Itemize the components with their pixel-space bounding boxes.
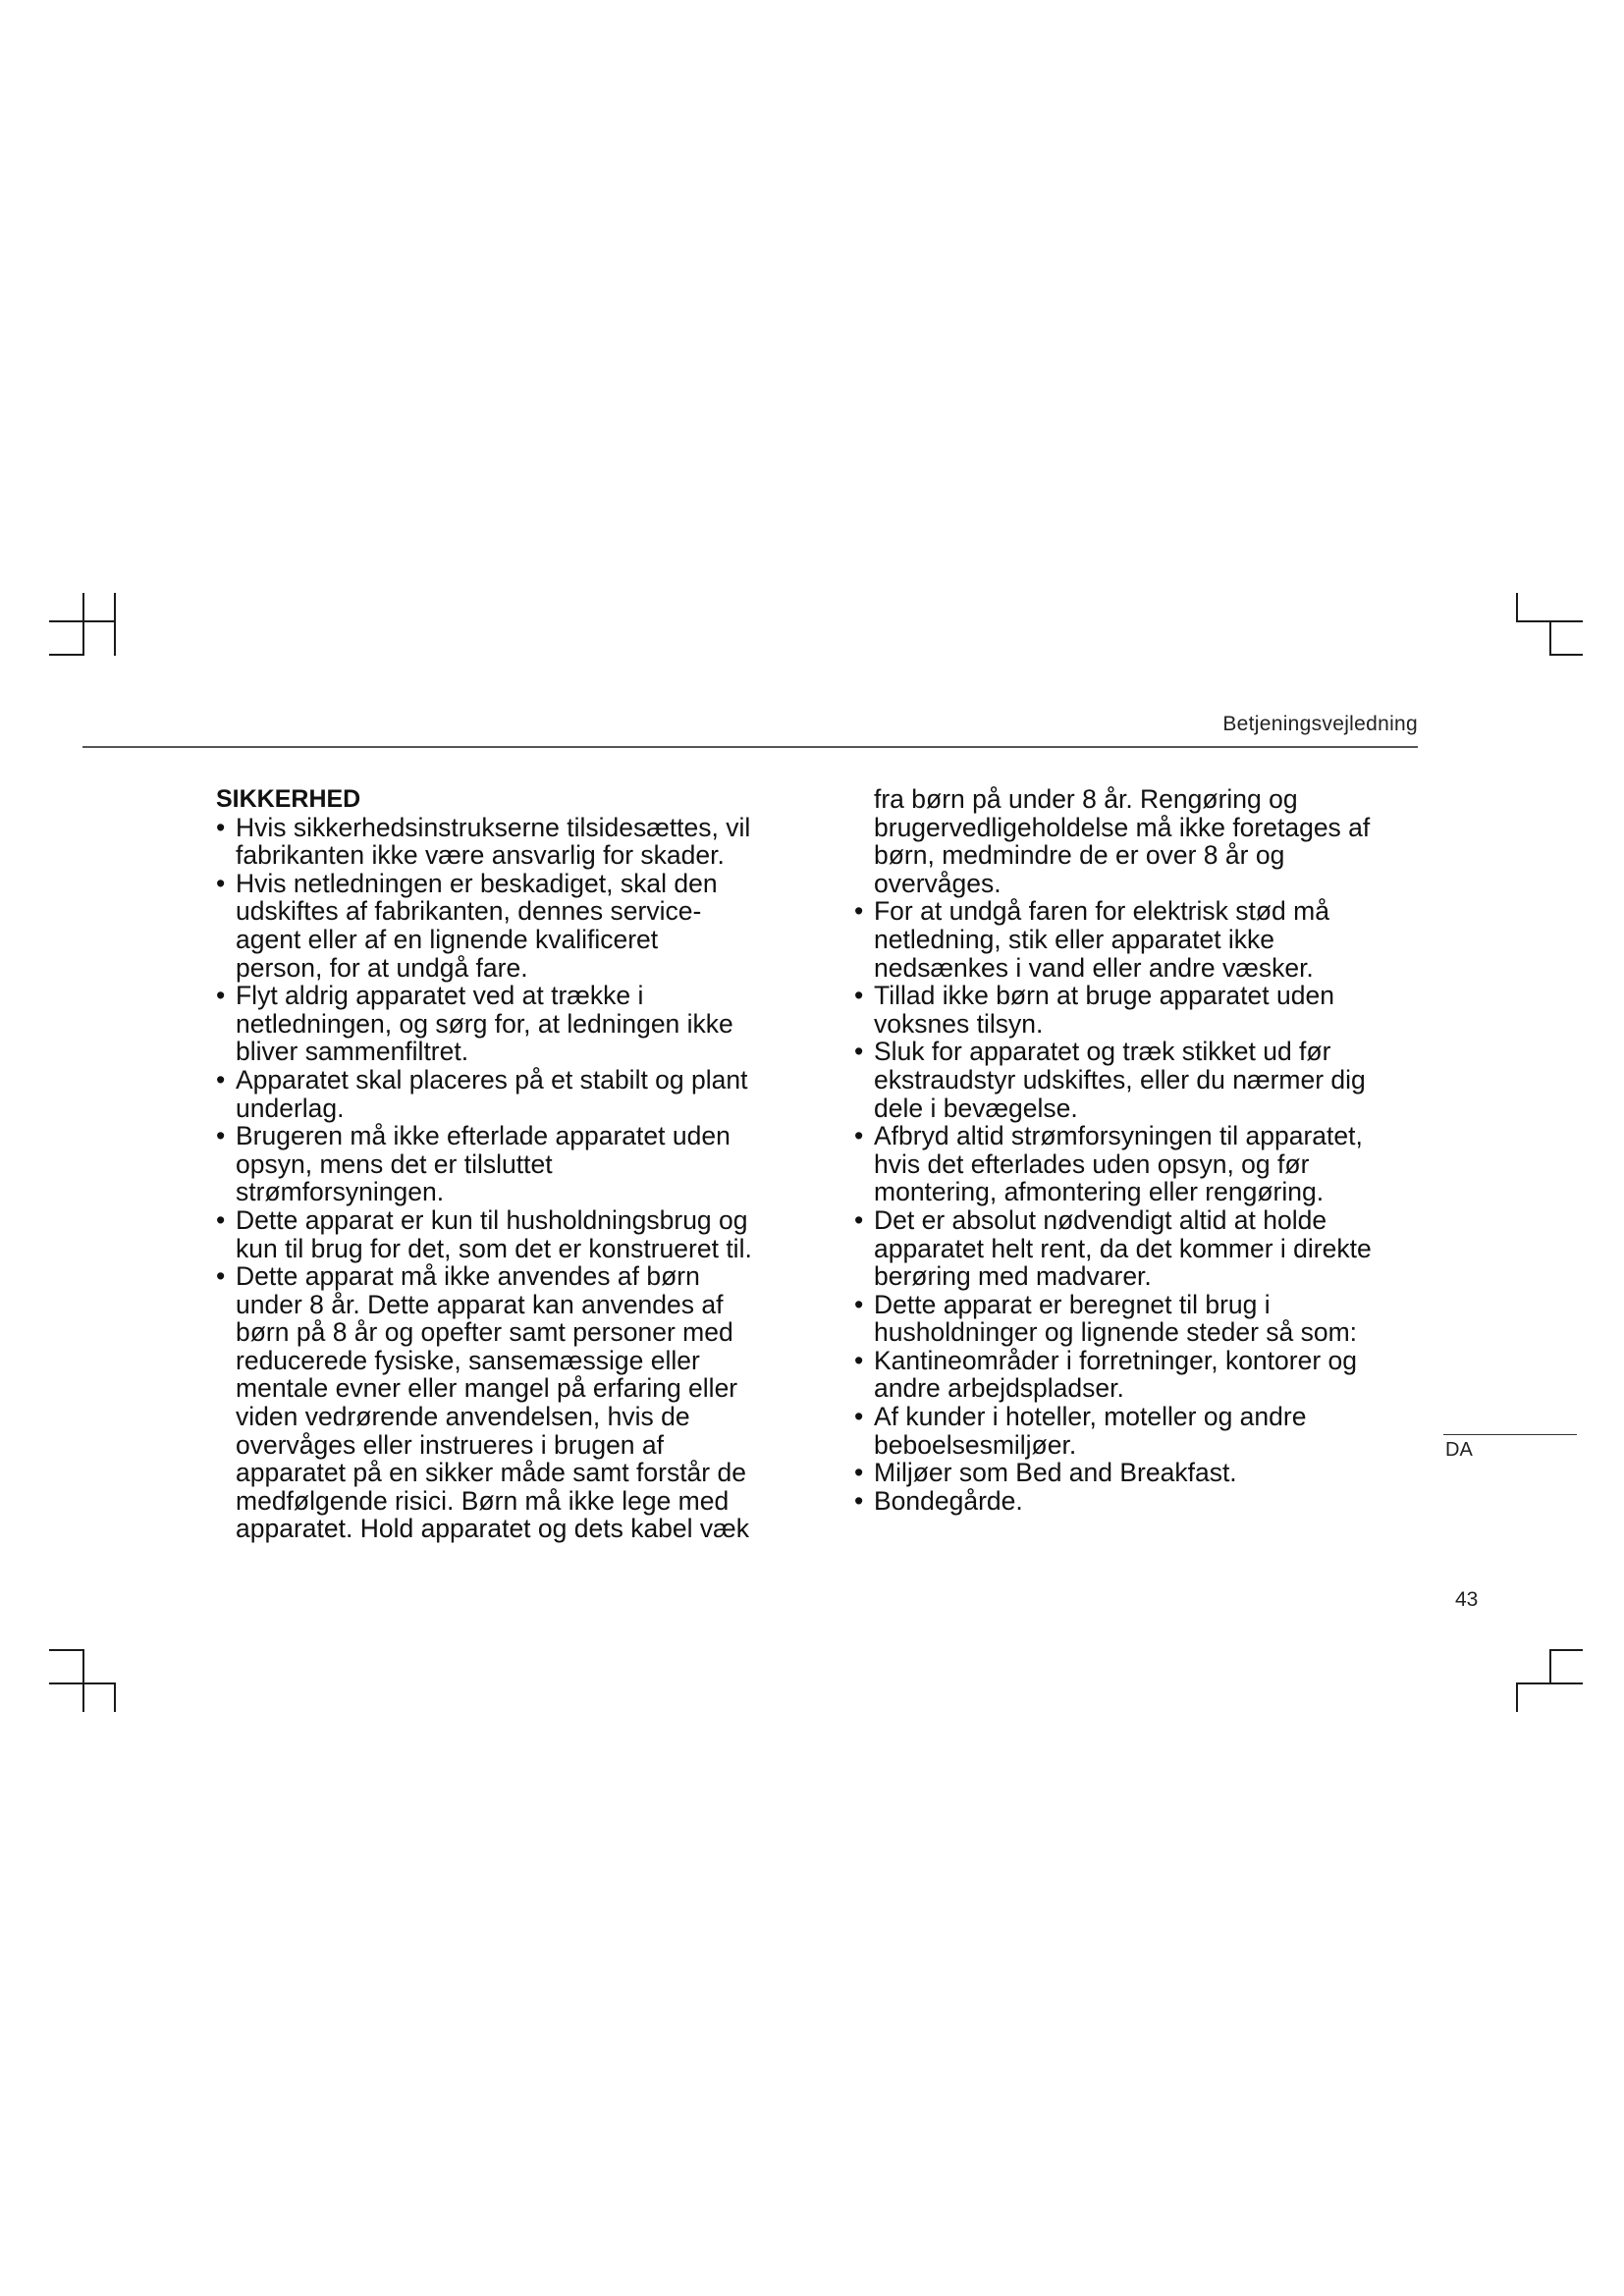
language-tag: DA [1445,1439,1473,1461]
crop-mark-top-left-h2 [49,654,82,656]
list-item: • Hvis netledningen er beskadiget, skal den udskiftes af fabrikanten, dennes service- agent eller af en lignende kvalificeret person, for at undgå fare. [214,870,803,982]
crop-mark-top-left-v3 [82,620,84,656]
list-item: • Dette apparat er kun til husholdningsbrug og kun til brug for det, som det er konstrueret til. [214,1206,803,1262]
list-item: • Bondegårde. [852,1487,1422,1516]
list-item: • Flyt aldrig apparatet ved at trække i netledningen, og sørg for, at ledningen ikke bliver sammenfiltret. [214,982,803,1066]
header-divider [82,746,1418,748]
list-item: • Dette apparat er beregnet til brug i husholdninger og lignende steder så som: [852,1291,1422,1347]
crop-mark-top-left-v2 [114,593,116,656]
crop-mark-bottom-right-v2 [1516,1682,1518,1712]
crop-mark-bottom-right-v1 [1549,1649,1551,1684]
section-title: SIKKERHED [216,785,361,813]
page-number: 43 [1455,1588,1479,1611]
list-item: • For at undgå faren for elektrisk stød må netledning, stik eller apparatet ikke nedsænkes i vand eller andre væsker. [852,897,1422,982]
crop-mark-top-right-v1 [1516,593,1518,622]
crop-mark-bottom-left-v1 [82,1649,84,1684]
list-item: • Afbryd altid strømforsyningen til apparatet, hvis det efterlades uden opsyn, og før montering, afmontering eller rengøring. [852,1122,1422,1206]
crop-mark-bottom-left-h2 [49,1682,114,1684]
crop-mark-bottom-right-h [1549,1649,1583,1651]
list-item: • Hvis sikkerhedsinstrukserne tilsidesættes, vil fabrikanten ikke være ansvarlig for skader. [214,814,803,870]
list-item: • Apparatet skal placeres på et stabilt og plant underlag. [214,1066,803,1122]
list-item: • Miljøer som Bed and Breakfast. [852,1459,1422,1487]
crop-mark-bottom-left-v3 [114,1682,116,1712]
list-item: • Sluk for apparatet og træk stikket ud før ekstraudstyr udskiftes, eller du nærmer dig dele i bevægelse. [852,1038,1422,1122]
right-bullet-list [852,897,1422,1515]
crop-mark-top-right-h2 [1549,654,1583,656]
crop-mark-bottom-left-h [49,1649,82,1651]
crop-mark-bottom-left-v2 [82,1682,84,1712]
language-divider [1443,1434,1577,1435]
header-title: Betjeningsvejledning [1222,713,1418,735]
left-bullet-list [214,814,803,1543]
right-column [852,785,1422,1515]
list-item: • Dette apparat må ikke anvendes af børn under 8 år. Dette apparat kan anvendes af børn på 8 år og opefter samt personer med reducerede fysiske, sansemæssige eller mentale evner eller mangel på erfaring eller viden vedrørende anvendelsen, hvis de overvåges eller instrueres i brugen af apparatet på en sikker måde samt forstår de medfølgende risici. Børn må ikke lege med apparatet. Hold apparatet og dets kabel væk [214,1262,803,1543]
list-item: • Brugeren må ikke efterlade apparatet uden opsyn, mens det er tilsluttet strømforsyningen. [214,1122,803,1206]
list-item: • Det er absolut nødvendigt altid at holde apparatet helt rent, da det kommer i direkte berøring med madvarer. [852,1206,1422,1291]
crop-mark-top-right-v2 [1549,620,1551,656]
crop-mark-top-left-v1 [82,593,84,622]
list-item: • Tillad ikke børn at bruge apparatet uden voksnes tilsyn. [852,982,1422,1038]
list-item: • Kantineområder i forretninger, kontorer og andre arbejdspladser. [852,1347,1422,1403]
crop-mark-top-left-h [49,620,114,622]
crop-mark-bottom-right-h2 [1516,1682,1583,1684]
continued-paragraph: fra børn på under 8 år. Rengøring og brugervedligeholdelse må ikke foretages af børn, medmindre de er over 8 år og overvåges. [874,784,1371,898]
left-column [214,785,803,1543]
list-item: • Af kunder i hoteller, moteller og andre beboelsesmiljøer. [852,1403,1422,1459]
